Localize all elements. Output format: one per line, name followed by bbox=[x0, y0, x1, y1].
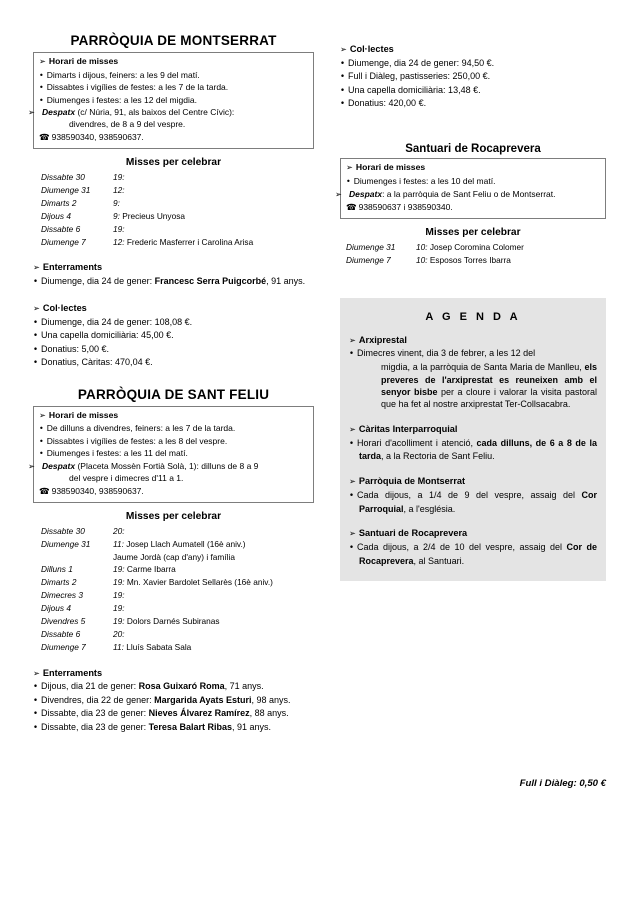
agenda-continuation bbox=[359, 361, 597, 411]
schedule-line bbox=[39, 69, 308, 82]
heading-text: Càritas Interparroquial bbox=[358, 423, 458, 434]
schedule-line bbox=[39, 422, 308, 435]
arrow-bullet-icon: ➢ bbox=[349, 334, 356, 345]
mass-hour: 10: bbox=[416, 254, 428, 265]
mass-hour: 19: bbox=[113, 590, 125, 601]
mass-hour: 12: bbox=[113, 236, 125, 247]
agenda-cont-post: per a cloure i valorar la visita pastoral que ha fet al nostre arxiprestat Ter-Collsacabra. bbox=[381, 387, 597, 410]
mass-hour: 11: bbox=[113, 641, 124, 652]
agenda-heading bbox=[349, 424, 597, 436]
mass-hour: 9: bbox=[113, 210, 120, 221]
agenda-title: A G E N D A bbox=[425, 310, 521, 323]
phone-numbers: 938590637 i 938590340. bbox=[358, 201, 453, 212]
mass-day: Dimecres 3 bbox=[41, 590, 83, 601]
footer-price: Full i Diàleg: 0,50 € bbox=[519, 778, 606, 789]
heading-text: Enterraments bbox=[42, 262, 103, 273]
agenda-item bbox=[349, 437, 597, 463]
arrow-bullet-icon: ➢ bbox=[39, 409, 46, 420]
table-row bbox=[41, 223, 322, 236]
agenda-lead: Horari d'acolliment i atenció, bbox=[357, 437, 477, 448]
mass-detail bbox=[113, 210, 322, 223]
rocaprevera-despatx: ➢ Despatx: a la parròquia de Sant Feliu o de Montserrat. bbox=[335, 188, 556, 199]
mass-day: Diumenge 31 bbox=[41, 538, 91, 549]
agenda-heading bbox=[349, 476, 597, 488]
collecta-text: Diumenge, dia 24 de gener: 108,08 €. bbox=[41, 316, 193, 327]
despatx-continuation: del vespre i dimecres d'11 a 1. bbox=[69, 472, 184, 483]
table-row bbox=[41, 184, 322, 197]
agenda-box bbox=[340, 298, 606, 582]
list-item bbox=[340, 57, 606, 70]
list-item bbox=[33, 680, 314, 693]
agenda-group-montserrat bbox=[349, 476, 597, 515]
item-lead: Divendres, dia 22 de gener: bbox=[41, 694, 155, 705]
mass-intention: Mn. Xavier Bardolet Sellarès (16è aniv.) bbox=[126, 577, 273, 588]
schedule-line bbox=[39, 94, 308, 107]
despatx-text: (c/ Núria, 91, als baixos del Centre Cívic): bbox=[77, 107, 235, 118]
left-column bbox=[28, 33, 314, 734]
mass-intention: Precieus Unyosa bbox=[122, 210, 185, 221]
collecta-text: Donatius: 5,00 €. bbox=[41, 343, 110, 354]
agenda-cont-post: , a la Rectoria de Sant Feliu. bbox=[381, 451, 495, 462]
bullet-icon: • bbox=[39, 70, 44, 80]
mass-hour: 19: bbox=[113, 223, 125, 234]
arrow-bullet-icon: ➢ bbox=[33, 667, 40, 678]
mass-hour: 20: bbox=[113, 628, 125, 639]
mass-detail bbox=[113, 576, 322, 589]
bullet-icon: • bbox=[33, 344, 39, 355]
parish-montserrat-section bbox=[28, 33, 314, 370]
bullet-icon: • bbox=[39, 436, 44, 446]
despatx-text: : a la parròquia de Sant Feliu o de Montserrat. bbox=[382, 188, 556, 199]
bullet-icon: • bbox=[340, 58, 346, 69]
list-item bbox=[33, 356, 314, 369]
bullet-icon: • bbox=[39, 424, 44, 434]
agenda-heading bbox=[349, 528, 597, 540]
mass-day: Dissabte 6 bbox=[41, 223, 81, 234]
item-tail: , 98 anys. bbox=[251, 694, 291, 705]
list-item bbox=[340, 70, 606, 83]
bullet-icon: • bbox=[349, 438, 355, 449]
agenda-group-caritas bbox=[349, 424, 597, 463]
mass-detail bbox=[113, 589, 322, 602]
bullet-icon: • bbox=[39, 449, 44, 459]
mass-detail bbox=[416, 241, 612, 254]
list-item bbox=[340, 97, 606, 110]
schedule-line-text: Diumenges i festes: a les 10 del matí. bbox=[353, 176, 496, 187]
arrow-bullet-icon: ➢ bbox=[39, 55, 46, 66]
bullet-icon: • bbox=[33, 277, 39, 288]
table-row bbox=[41, 210, 322, 223]
deceased-name: Rosa Guixaró Roma bbox=[138, 681, 225, 692]
rocaprevera-schedule-heading bbox=[346, 162, 600, 173]
arrow-bullet-icon: ➢ bbox=[33, 262, 40, 273]
arrow-bullet-icon: ➢ bbox=[346, 162, 353, 173]
collecta-text: Donatius: 420,00 €. bbox=[348, 98, 427, 109]
heading-text: Col·lectes bbox=[42, 302, 87, 313]
bullet-icon: • bbox=[39, 83, 44, 93]
bullet-icon: • bbox=[340, 99, 346, 110]
mass-detail bbox=[113, 236, 322, 249]
mass-intention-second: Jaume Jordà (cap d'any) i família bbox=[113, 551, 235, 562]
heading-text: Parròquia de Montserrat bbox=[358, 475, 466, 486]
mass-day: Diumenge 31 bbox=[346, 241, 396, 252]
deceased-name: Francesc Serra Puigcorbé bbox=[154, 276, 267, 287]
table-row bbox=[41, 171, 322, 184]
rocaprevera-masses-title: Misses per celebrar bbox=[425, 226, 521, 238]
mass-detail bbox=[113, 602, 322, 615]
bullet-icon: • bbox=[33, 722, 39, 733]
table-row bbox=[41, 602, 322, 615]
collecta-text: Una capella domiciliària: 13,48 €. bbox=[348, 84, 481, 95]
list-item bbox=[33, 707, 314, 720]
despatx-text: (Placeta Mossèn Fortià Solà, 1): dilluns de 8 a 9 bbox=[77, 461, 259, 472]
mass-day: Dilluns 1 bbox=[41, 564, 73, 575]
arrow-bullet-icon: ➢ bbox=[340, 44, 347, 54]
bullet-icon: • bbox=[349, 542, 355, 553]
mass-detail bbox=[113, 615, 322, 628]
right-column bbox=[335, 44, 606, 581]
agenda-emphasis: cada dilluns, de 6 a 8 de la tarda bbox=[359, 437, 597, 462]
schedule-line bbox=[39, 435, 308, 448]
table-row bbox=[41, 589, 322, 602]
bullet-icon: • bbox=[33, 695, 39, 706]
bullet-icon: • bbox=[33, 331, 39, 342]
heading-text: Enterraments bbox=[42, 667, 103, 678]
montserrat-collectes bbox=[33, 303, 314, 370]
agenda-cont-pre: migdia, a la parròquia de Santa Maria de Manlleu, bbox=[381, 362, 585, 373]
mass-intention: Josep Llach Aumatell (16è aniv.) bbox=[126, 538, 246, 549]
mass-day: Dissabte 30 bbox=[41, 525, 85, 536]
mass-hour: 19: bbox=[113, 172, 125, 183]
rocaprevera-phones bbox=[346, 202, 600, 215]
collecta-text: Full i Diàleg, pastisseries: 250,00 €. bbox=[348, 71, 491, 82]
mass-day: Diumenge 7 bbox=[41, 641, 86, 652]
mass-day: Divendres 5 bbox=[41, 615, 86, 626]
deceased-name: Nieves Álvarez Ramírez bbox=[148, 708, 250, 719]
agenda-lead: Dimecres vinent, dia 3 de febrer, a les 12 del bbox=[357, 348, 536, 359]
heading-text: Horari de misses bbox=[48, 55, 119, 66]
schedule-line-text: Dimarts i dijous, feiners: a les 9 del matí. bbox=[46, 69, 200, 80]
table-row bbox=[41, 628, 322, 641]
despatx-continuation: divendres, de 8 a 9 del vespre. bbox=[69, 119, 186, 130]
mass-intention: Lluís Sabata Sala bbox=[126, 641, 192, 652]
bullet-icon: • bbox=[39, 95, 44, 105]
mass-detail bbox=[113, 628, 322, 641]
bullet-icon: • bbox=[340, 72, 346, 83]
mass-intention: Esposos Torres Ibarra bbox=[429, 254, 511, 265]
montserrat-schedule-box bbox=[28, 52, 314, 149]
mass-hour: 20: bbox=[113, 525, 125, 536]
list-item bbox=[33, 721, 314, 734]
agenda-item bbox=[349, 489, 597, 515]
schedule-line-text: Diumenges i festes: a les 12 del migdia. bbox=[46, 94, 197, 105]
agenda-heading bbox=[349, 335, 597, 347]
section-heading bbox=[33, 303, 314, 315]
item-tail: , 88 anys. bbox=[249, 708, 289, 719]
santfeliu-masses-title: Misses per celebrar bbox=[125, 510, 222, 522]
mass-hour: 12: bbox=[113, 185, 125, 196]
montserrat-despatx: ➢ Despatx (c/ Núria, 91, als baixos del Centre Cívic): divendres, de 8 a 9 del vespre. bbox=[39, 107, 308, 131]
item-tail: , 91 anys. bbox=[266, 276, 306, 287]
mass-day: Dijous 4 bbox=[41, 603, 71, 614]
mass-day: Dimarts 2 bbox=[41, 577, 77, 588]
agenda-item bbox=[349, 347, 597, 410]
santfeliu-collectes bbox=[340, 44, 606, 111]
list-item bbox=[33, 316, 314, 329]
table-row bbox=[346, 241, 612, 254]
mass-detail bbox=[113, 171, 322, 184]
mass-hour: 19: bbox=[113, 615, 125, 626]
heading-text: Horari de misses bbox=[48, 409, 119, 420]
section-heading bbox=[33, 668, 314, 680]
montserrat-enterraments bbox=[33, 262, 314, 288]
phone-numbers: 938590340, 938590637. bbox=[51, 132, 144, 143]
agenda-group-rocaprevera bbox=[349, 528, 597, 567]
despatx-label: Despatx bbox=[349, 188, 383, 199]
rocaprevera-schedule-box bbox=[335, 158, 606, 218]
table-row bbox=[41, 538, 322, 564]
page-title-rocaprevera: Santuari de Rocaprevera bbox=[405, 142, 541, 155]
mass-detail bbox=[416, 254, 612, 267]
mass-day: Dissabte 30 bbox=[41, 172, 85, 183]
collecta-text: Una capella domiciliària: 45,00 €. bbox=[41, 330, 174, 341]
heading-text: Col·lectes bbox=[349, 44, 394, 54]
mass-hour: 19: bbox=[113, 564, 125, 575]
agenda-cont-post: , a l'església. bbox=[403, 503, 456, 514]
page-title-montserrat: PARRÒQUIA DE MONTSERRAT bbox=[70, 33, 277, 48]
sanctuary-rocaprevera-section bbox=[335, 142, 606, 267]
santfeliu-masses-table bbox=[41, 525, 322, 654]
table-row bbox=[41, 525, 322, 538]
item-lead: Dissabte, dia 23 de gener: bbox=[41, 721, 149, 732]
montserrat-masses-title: Misses per celebrar bbox=[125, 157, 222, 169]
item-tail: , 91 anys. bbox=[231, 721, 271, 732]
list-item bbox=[340, 84, 606, 97]
bullet-icon: • bbox=[346, 177, 351, 187]
mass-detail bbox=[113, 223, 322, 236]
item-lead: Diumenge, dia 24 de gener: bbox=[41, 276, 155, 287]
schedule-line-text: De dilluns a divendres, feiners: a les 7 de la tarda. bbox=[46, 423, 236, 434]
agenda-emphasis: Cor Parroquial bbox=[359, 489, 597, 514]
schedule-line bbox=[39, 447, 308, 460]
rocaprevera-masses-table bbox=[346, 241, 612, 267]
mass-hour: 11: bbox=[113, 538, 124, 549]
mass-day: Dijous 4 bbox=[41, 210, 71, 221]
deceased-name: Margarida Ayats Esturi bbox=[154, 694, 252, 705]
parish-santfeliu-section bbox=[28, 386, 314, 735]
table-row bbox=[41, 576, 322, 589]
list-item bbox=[33, 343, 314, 356]
schedule-line bbox=[346, 175, 600, 188]
despatx-label: Despatx bbox=[42, 461, 76, 472]
mass-intention: Dolors Darnés Subiranas bbox=[126, 615, 220, 626]
list-item bbox=[33, 275, 314, 288]
list-item bbox=[33, 694, 314, 707]
deceased-name: Teresa Balart Ribas bbox=[148, 721, 232, 732]
bullet-icon: • bbox=[33, 682, 39, 693]
mass-hour: 19: bbox=[113, 603, 125, 614]
phone-icon: ☎ bbox=[39, 486, 50, 497]
schedule-line-text: Diumenges i festes: a les 11 del matí. bbox=[46, 448, 188, 459]
collecta-text: Donatius, Càritas: 470,04 €. bbox=[41, 357, 153, 368]
mass-day: Diumenge 7 bbox=[41, 236, 86, 247]
mass-hour: 10: bbox=[416, 241, 428, 252]
montserrat-schedule-heading bbox=[39, 56, 308, 67]
schedule-line bbox=[39, 81, 308, 94]
arrow-bullet-icon: ➢ bbox=[33, 302, 40, 313]
schedule-line-text: Dissabtes i vigílies de festes: a les 8 del vespre. bbox=[46, 435, 228, 446]
mass-day: Dissabte 6 bbox=[41, 628, 81, 639]
table-row bbox=[41, 236, 322, 249]
bullet-icon: • bbox=[33, 317, 39, 328]
agenda-lead: Cada dijous, a 1/4 de 9 del vespre, assaig del bbox=[357, 489, 582, 500]
mass-detail bbox=[113, 538, 322, 564]
section-heading bbox=[340, 44, 606, 56]
phone-numbers: 938590340, 938590637. bbox=[51, 485, 144, 496]
mass-hour: 19: bbox=[113, 577, 125, 588]
heading-text: Horari de misses bbox=[355, 162, 426, 173]
montserrat-phones bbox=[39, 132, 308, 145]
santfeliu-phones bbox=[39, 486, 308, 499]
item-lead: Dijous, dia 21 de gener: bbox=[41, 681, 139, 692]
schedule-line-text: Dissabtes i vigílies de festes: a les 7 de la tarda. bbox=[46, 82, 229, 93]
item-tail: , 71 anys. bbox=[224, 681, 264, 692]
table-row bbox=[41, 563, 322, 576]
mass-hour: 9: bbox=[113, 197, 120, 208]
heading-text: Santuari de Rocaprevera bbox=[358, 527, 468, 538]
despatx-label: Despatx bbox=[42, 107, 76, 118]
heading-text: Arxiprestal bbox=[358, 334, 407, 345]
agenda-group-arxiprestal bbox=[349, 335, 597, 411]
bullet-icon: • bbox=[349, 349, 355, 360]
mass-detail bbox=[113, 641, 322, 654]
item-lead: Dissabte, dia 23 de gener: bbox=[41, 708, 149, 719]
agenda-lead: Cada dijous, a 2/4 de 10 del vespre, assaig del bbox=[357, 541, 567, 552]
agenda-item bbox=[349, 541, 597, 567]
mass-day: Diumenge 7 bbox=[346, 254, 391, 265]
mass-detail bbox=[113, 563, 322, 576]
arrow-bullet-icon: ➢ bbox=[349, 527, 356, 538]
phone-icon: ☎ bbox=[346, 202, 357, 213]
santfeliu-enterraments bbox=[33, 668, 314, 735]
mass-day: Diumenge 31 bbox=[41, 185, 91, 196]
santfeliu-schedule-heading bbox=[39, 410, 308, 421]
bullet-icon: • bbox=[349, 490, 355, 501]
santfeliu-schedule-box bbox=[28, 406, 314, 503]
table-row bbox=[41, 197, 322, 210]
agenda-emphasis: els preveres de l'arxiprestat es reuneixen amb el senyor bisbe bbox=[381, 362, 597, 397]
table-row bbox=[41, 641, 322, 654]
arrow-bullet-icon: ➢ bbox=[349, 475, 356, 486]
table-row bbox=[41, 615, 322, 628]
agenda-cont-post: , al Santuari. bbox=[413, 555, 465, 566]
agenda-emphasis: Cor de Rocaprevera bbox=[359, 541, 597, 566]
bullet-icon: • bbox=[33, 709, 39, 720]
santfeliu-despatx: ➢ Despatx (Placeta Mossèn Fortià Solà, 1): dilluns de 8 a 9 del vespre i dimecres d'11 a 1. bbox=[39, 461, 308, 485]
arrow-bullet-icon: ➢ bbox=[349, 423, 356, 434]
bullet-icon: • bbox=[33, 358, 39, 369]
mass-intention: Josep Coromina Colomer bbox=[429, 241, 524, 252]
mass-day: Dimarts 2 bbox=[41, 197, 77, 208]
section-heading bbox=[33, 262, 314, 274]
mass-detail bbox=[113, 184, 322, 197]
mass-intention: Carme Ibarra bbox=[126, 564, 176, 575]
list-item bbox=[33, 329, 314, 342]
page-title-santfeliu: PARRÒQUIA DE SANT FELIU bbox=[77, 386, 270, 402]
bullet-icon: • bbox=[340, 85, 346, 96]
mass-intention: Frederic Masferrer i Carolina Arisa bbox=[126, 236, 254, 247]
collecta-text: Diumenge, dia 24 de gener: 94,50 €. bbox=[348, 57, 495, 68]
phone-icon: ☎ bbox=[39, 133, 50, 144]
mass-detail bbox=[113, 525, 322, 538]
mass-detail bbox=[113, 197, 322, 210]
table-row bbox=[346, 254, 612, 267]
montserrat-masses-table bbox=[41, 171, 322, 248]
